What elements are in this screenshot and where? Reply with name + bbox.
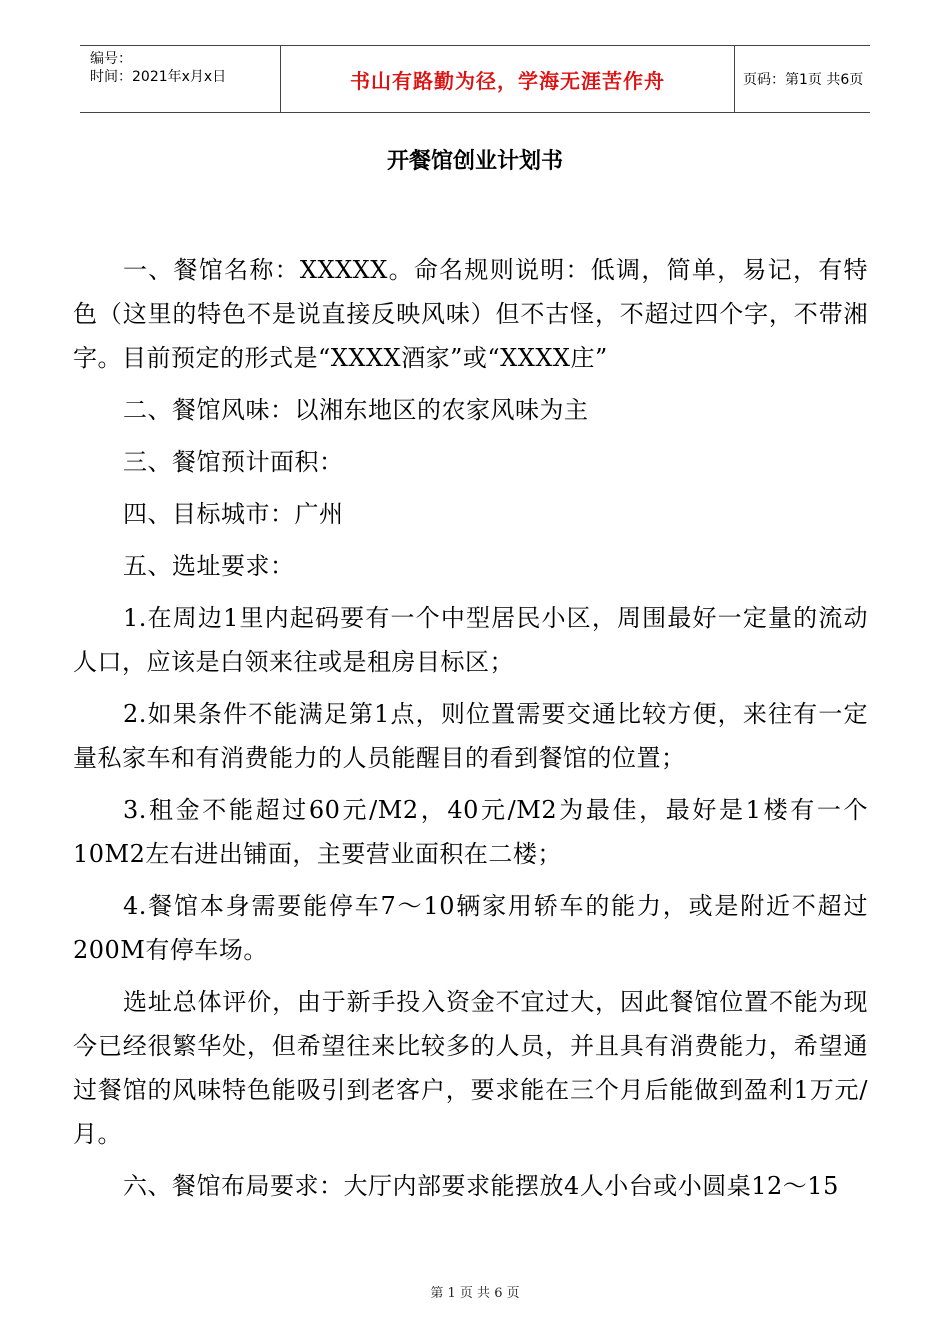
- paragraph: 二、餐馆风味：以湘东地区的农家风味为主: [123, 396, 589, 424]
- paragraph: 1.在周边1里内起码要有一个中型居民小区，周围最好一定量的流动人口，应该是白领来往或是租房目标区；: [73, 604, 868, 676]
- paragraph: 选址总体评价，由于新手投入资金不宜过大，因此餐馆位置不能为现今已经很繁华处，但希望往来比较多的人员，并且具有消费能力，希望通过餐馆的风味特色能吸引到老客户，要求能在三个月后能做到盈利1万元/月。: [73, 988, 868, 1148]
- doc-number: 编号：: [90, 51, 132, 67]
- paragraph: 三、餐馆预计面积：: [123, 448, 344, 476]
- doc-time: 时间：2021年x月x日: [90, 69, 227, 85]
- header-meta: [80, 46, 280, 112]
- page-footer: 第 1 页 共 6 页: [430, 1286, 520, 1301]
- paragraph: 四、目标城市：广州: [123, 500, 344, 528]
- paragraph: 六、餐馆布局要求：大厅内部要求能摆放4人小台或小圆桌12～15: [123, 1172, 839, 1200]
- paragraph: 五、选址要求：: [123, 552, 295, 580]
- paragraph: 4.餐馆本身需要能停车7～10辆家用轿车的能力，或是附近不超过200M有停车场。: [73, 892, 868, 964]
- paragraph: 一、餐馆名称：XXXXX。命名规则说明：低调，简单，易记，有特色（这里的特色不是说直接反映风味）但不古怪，不超过四个字，不带湘字。目前预定的形式是“XXXX酒家”或“XXXX庄”: [73, 256, 868, 372]
- document-body: [73, 248, 868, 1208]
- header-motto: 书山有路勤为径，学海无涯苦作舟: [280, 46, 735, 112]
- header-page-info: 页码：第1页 共6页: [743, 72, 864, 88]
- page-header: [80, 45, 870, 113]
- paragraph: 2.如果条件不能满足第1点，则位置需要交通比较方便，来往有一定量私家车和有消费能力的人员能醒目的看到餐馆的位置；: [73, 700, 868, 772]
- document-title: 开餐馆创业计划书: [386, 149, 563, 174]
- paragraph: 3.租金不能超过60元/M2，40元/M2为最佳，最好是1楼有一个10M2左右进出铺面，主要营业面积在二楼；: [73, 796, 868, 868]
